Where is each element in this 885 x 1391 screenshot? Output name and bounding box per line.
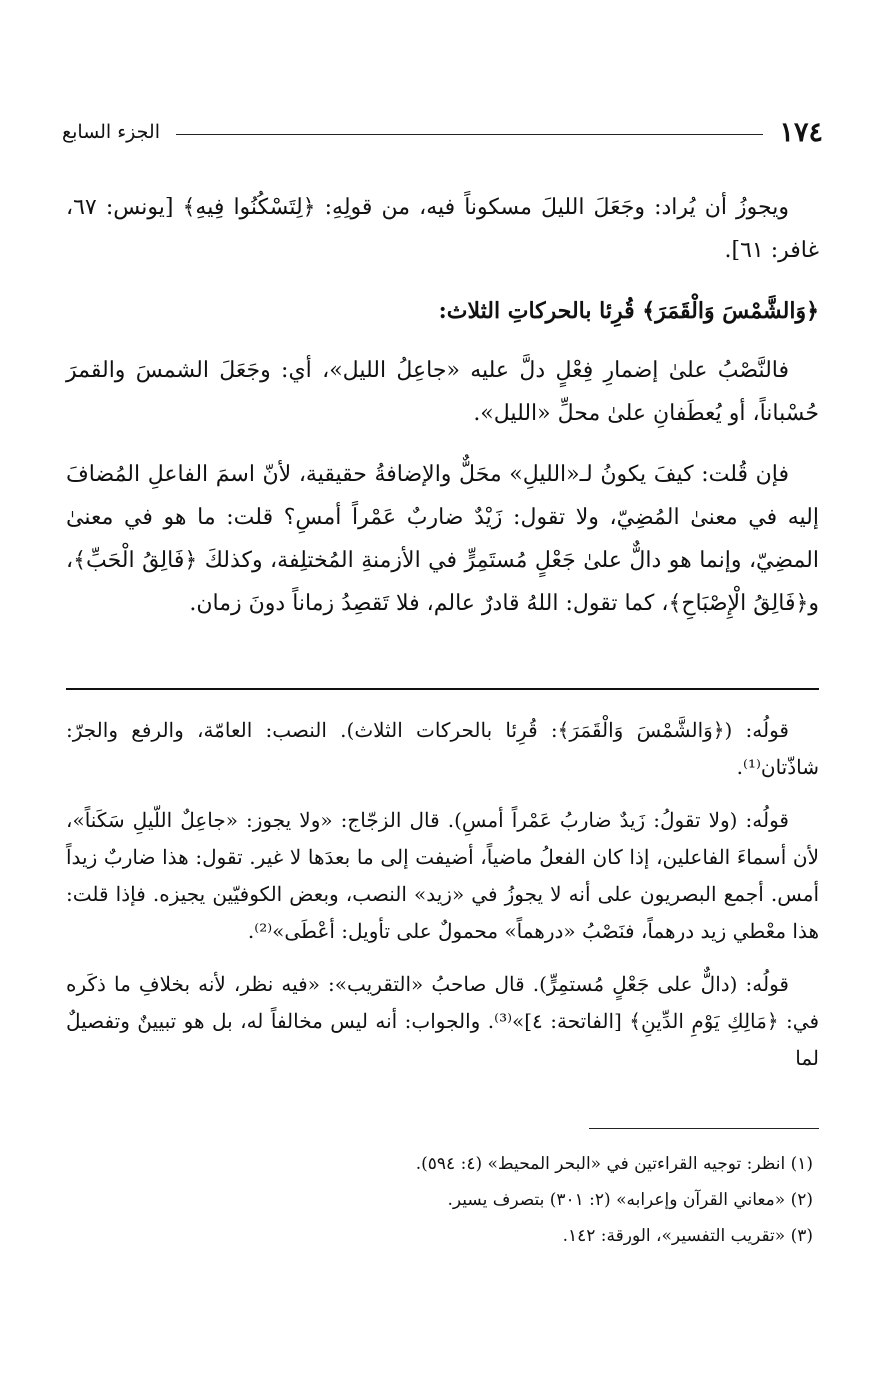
footnote: (١) انظر: توجيه القراءتين في «البحر المحيط» (٤: ٥٩٤). [415,1154,813,1174]
commentary-text [66,712,819,1093]
main-text [66,186,819,643]
page-header [62,112,823,152]
commentary-paragraph: قولُه: (دالٌّ على جَعْلٍ مُستمِرٍّ). قال صاحبُ «التقريب»: «فيه نظر، لأنه بخلافِ ما ذكَره في: ﴿مَالِكِ يَوْمِ الدِّينِ﴾ [الفاتحة: ٤]»⁽³⁾. والجواب: أنه ليس مخالفاً له، بل هو تبيينٌ وتفصيلٌ لما [66,972,819,1070]
header-rule [176,134,763,135]
commentary-divider [66,688,819,690]
main-paragraph: ويجوزُ أن يُراد: وجَعَلَ الليلَ مسكوناً فيه، من قولِهِ: ﴿لِتَسْكُنُوا فِيهِ﴾ [يونس: ٦٧، غافر: ٦١]. [66,195,819,263]
footnotes [66,1146,819,1254]
running-head: الجزء السابع [62,121,160,143]
footnote-divider [589,1128,819,1129]
commentary-paragraph: قولُه: (﴿وَالشَّمْسَ وَالْقَمَرَ﴾: قُرِئا بالحركات الثلاث). النصب: العامّة، والرفع والجرّ: شاذّتان⁽¹⁾. [66,718,819,779]
main-paragraph: فإن قُلت: كيفَ يكونُ لـ«الليلِ» محَلٌّ والإضافةُ حقيقية، لأنّ اسمَ الفاعلِ المُضافَ إليه في معنىٰ المُضِيّ، ولا تقول: زَيْدٌ ضاربٌ عَمْراً أمسِ؟ قلت: ما هو في معنىٰ المضِيّ، وإنما هو دالٌّ علىٰ جَعْلٍ مُستَمِرٍّ في الأزمنةِ المُختلِفة، وكذلكَ ﴿فَالِقُ الْحَبِّ﴾، و﴿فَالِقُ الْإِصْبَاحِ﴾، كما تقول: اللهُ قادرٌ عالم، فلا تَقصِدُ زماناً دونَ زمان. [66,462,819,616]
section-heading: ﴿وَالشَّمْسَ وَالْقَمَرَ﴾ قُرِئا بالحركاتِ الثلاث: [438,298,819,324]
footnote: (٢) «معاني القرآن وإعرابه» (٢: ٣٠١) بتصرف يسير. [447,1190,813,1210]
main-paragraph: فالنَّصْبُ علىٰ إضمارِ فِعْلٍ دلَّ عليه «جاعِلُ الليل»، أي: وجَعَلَ الشمسَ والقمرَ حُسْباناً، أو يُعطَفانِ علىٰ محلِّ «الليل». [66,358,819,426]
footnote: (٣) «تقريب التفسير»، الورقة: ١٤٢. [562,1226,813,1246]
page-number: ١٧٤ [779,116,823,148]
commentary-paragraph: قولُه: (ولا تقولُ: زَيدٌ ضاربُ عَمْراً أمسِ). قال الزجّاج: «ولا يجوز: «جاعِلٌ اللّيلِ سَكَناً»، لأن أسماءَ الفاعلين، إذا كان الفعلُ ماضياً، أضيفت إلى ما بعدَها لا غير. تقول: هذا ضاربٌ زيداً أمس. أجمع البصريون على أنه لا يجوزُ في «زيد» النصب، وبعض الكوفيّين يجيزه. فإذا قلت: هذا معْطي زيد درهماً، فنَصْبُ «درهماً» محمولٌ على تأويل: أعْطَى»⁽²⁾. [66,808,819,943]
